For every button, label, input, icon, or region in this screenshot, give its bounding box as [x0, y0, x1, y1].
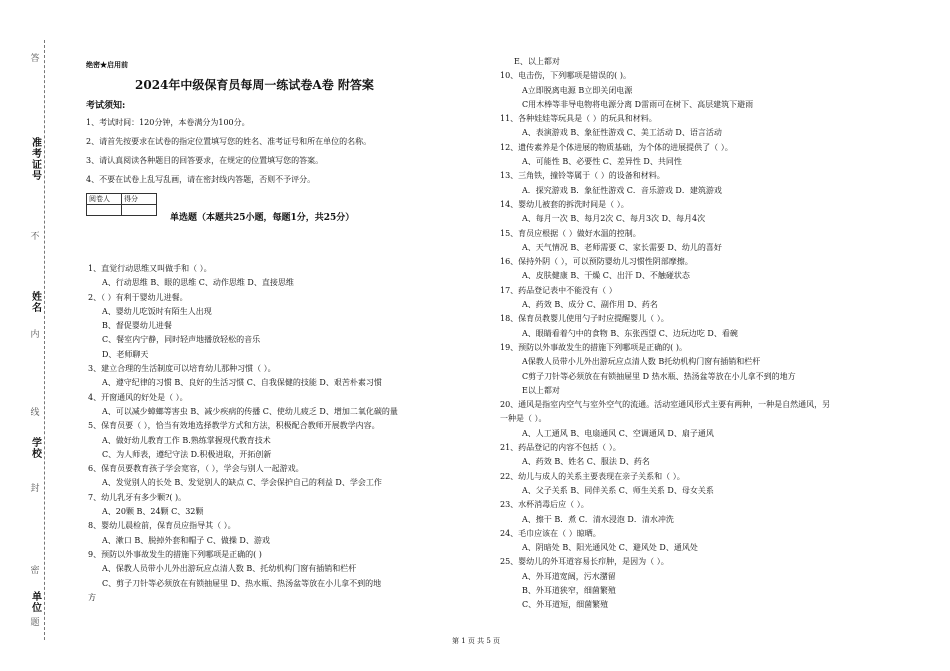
page-footer: 第 1 页 共 5 页: [452, 637, 501, 645]
question-line: 12、遗传素养是个体进展的物质基础，为个体的进展提供了（ ）。: [500, 142, 733, 152]
question-line: 11、各种娃娃等玩具是（ ）的玩具和材料。: [500, 114, 657, 124]
option-line: A、阴暗处 B、阳光通风处 C、避风处 D、通风处: [522, 543, 698, 553]
score-table-cell: 阅卷人: [87, 194, 122, 205]
option-line: A、药效 B、姓名 C、服法 D、药名: [522, 457, 650, 467]
notice-line: 3、请认真阅读各种题目的回答要求，在规定的位置填写您的答案。: [86, 156, 324, 165]
option-line: A、婴幼儿吃饭时有陌生人出现: [102, 306, 212, 316]
binding-mark: 不: [30, 232, 40, 242]
question-line: 6、保育员要教育孩子学会宽容，（ ），学会与别人一起游戏。: [88, 464, 304, 474]
notice-line: 2、请首先按要求在试卷的指定位置填写您的姓名、准考证号和所在单位的名称。: [86, 137, 372, 146]
option-line: A、可以减少蟑螂等害虫 B、减少疾病的传播 C、使幼儿疲乏 D、增加二氧化碳的量: [102, 406, 398, 416]
question-line: 24、毛巾应该在（ ）晾晒。: [500, 528, 601, 538]
question-line: 1、直觉行动思维又叫做手和（ ）。: [88, 264, 212, 273]
binding-mark: 题: [30, 618, 40, 628]
option-line: C、剪子刀针等必须放在有锁抽屉里 D、热水瓶、热汤盆等放在小儿拿不到的地: [102, 578, 382, 588]
question-line: 20、通风是指室内空气与室外空气的流通。活动室通风形式主要有两种，一种是自然通风，另: [500, 400, 831, 410]
option-line: A、20颗 B、24颗 C、32颗: [102, 507, 204, 517]
binding-mark: 答: [30, 54, 40, 64]
notice-heading: 考试须知:: [86, 101, 126, 111]
option-line: A、发觉别人的长处 B、发觉别人的缺点 C、学会保护自己的利益 D、学会工作: [102, 478, 382, 488]
option-line: A、每月一次 B、每月2次 C、每月3次 D、每月4次: [522, 214, 706, 224]
binding-mark: 线: [30, 408, 40, 418]
option-line: A、外耳道宽阔，污水潴留: [522, 571, 616, 581]
score-table-cell: 得分: [122, 194, 157, 205]
question-line: 一种是（ ）。: [500, 414, 547, 424]
binding-mark: 内: [30, 330, 40, 340]
option-line: C、餐室内宁静，同时轻声地播放轻松的音乐: [102, 335, 261, 345]
name-label: 姓名: [32, 292, 42, 314]
option-line: A、皮肤健康 B、干燥 C、出汗 D、不触碰状态: [522, 271, 690, 281]
question-line: 19、预防以外事故发生的措施下列哪项是正确的( )。: [500, 342, 687, 352]
section-heading: 单选题（本题共25小题，每题1分，共25分）: [170, 213, 355, 223]
option-line: C、外耳道短，细菌繁殖: [522, 600, 609, 610]
option-line: C剪子刀针等必须放在有锁抽屉里 D 热水瓶、热汤盆等放在小儿拿不到的地方: [522, 371, 796, 381]
option-line: A、擦干 B．煮 C．清水浸泡 D．清水冲洗: [522, 514, 674, 524]
score-table-cell: [122, 205, 157, 216]
question-line: 16、保持外阴（ ），可以预防婴幼儿习惯性阴部摩擦。: [500, 257, 693, 267]
notice-line: 4、不要在试卷上乱写乱画，请在密封线内答题，否则不予评分。: [86, 175, 316, 184]
admission-number-label: 准考证号: [32, 138, 42, 182]
question-line: 10、电击伤，下列哪项是错误的( )。: [500, 71, 631, 81]
option-line: A、做好幼儿教育工作 B.熟练掌握现代教育技术: [102, 435, 271, 445]
option-line: E、以上都对: [514, 57, 560, 66]
question-line: 17、药品登记表中不能没有（ ）: [500, 285, 617, 295]
option-line: A、保教人员带小儿外出游玩应点清人数 B、托幼机构门窗有插销和栏杆: [102, 564, 357, 574]
question-line: 2、（ ）有利于婴幼儿进餐。: [88, 292, 188, 302]
option-line: E以上都对: [522, 385, 560, 395]
option-line: C、为人师表，遵纪守法 D.积极进取，开拓创新: [102, 449, 272, 459]
left-question-column: [88, 262, 398, 605]
secret-tag: 绝密★启用前: [86, 60, 128, 69]
notice-line: 1、考试时间：120分钟，本卷满分为100分。: [86, 118, 250, 127]
score-table: [86, 193, 157, 216]
option-line: D、老师聊天: [102, 349, 149, 359]
unit-label: 单位: [32, 592, 42, 614]
option-line: A、眼睛看着勺中的食物 B、东张西望 C、边玩边吃 D、看碗: [522, 328, 738, 338]
option-line: B、外耳道狭窄，细菌繁殖: [522, 585, 616, 595]
question-line: 7、幼儿乳牙有多少颗?( )。: [88, 492, 187, 502]
question-line: 9、预防以外事故发生的措施下列哪项是正确的( ): [88, 549, 262, 559]
right-question-column: [500, 55, 830, 613]
question-line: 13、三角铁，撞铃等属于（ ）的设备和材料。: [500, 171, 665, 181]
school-label: 学校: [32, 438, 42, 460]
option-line: A、表演游戏 B、象征性游戏 C、美工活动 D、语言活动: [522, 128, 722, 138]
option-line: 方: [88, 592, 96, 602]
question-line: 18、保育员教婴儿使用勺子时应提醒婴儿（ ）。: [500, 314, 669, 324]
option-line: C用木棒等非导电物将电源分离 D雷雨可在树下、高层建筑下避雨: [522, 99, 754, 109]
question-line: 5、保育员要（ ），恰当有效地选择教学方式和方法，积极配合教师开展教学内容。: [88, 421, 380, 431]
question-line: 8、婴幼儿晨检前，保育员应指导其（ ）。: [88, 521, 236, 531]
seal-line: [44, 40, 45, 640]
page-title: 2024年中级保育员每周一练试卷A卷 附答案: [135, 78, 374, 92]
question-line: 15、育员应根据（ ）做好水温的控制。: [500, 228, 641, 238]
option-line: A、遵守纪律的习惯 B、良好的生活习惯 C、自我保健的技能 D、艰苦朴素习惯: [102, 378, 382, 388]
option-line: A、天气情况 B、老师需要 C、家长需要 D、幼儿的喜好: [522, 242, 722, 252]
option-line: A、行动思维 B、眼的思维 C、动作思维 D、直接思维: [102, 278, 294, 288]
option-line: A立即脱离电源 B立即关闭电源: [522, 85, 633, 95]
question-line: 22、幼儿与成人的关系主要表现在亲子关系和（ ）。: [500, 471, 685, 481]
question-line: 21、药品登记的内容不包括（ ）。: [500, 443, 621, 453]
option-line: A、药效 B、成分 C、副作用 D、药名: [522, 300, 658, 310]
score-table-cell: [87, 205, 122, 216]
binding-mark: 封: [30, 484, 40, 494]
question-line: 23、水杯消毒后应（ ）。: [500, 500, 589, 510]
option-line: A、人工通风 B、电扇通风 C、空调通风 D、扇子通风: [522, 428, 714, 438]
binding-mark: 密: [30, 566, 40, 576]
question-line: 4、开窗通风的好处是（ ）。: [88, 392, 188, 402]
question-line: 25、婴幼儿的外耳道容易长疖肿，是因为（ ）。: [500, 557, 669, 567]
question-line: 14、婴幼儿被套的拆洗时间是（ ）。: [500, 199, 629, 209]
option-line: A、漱口 B、脱掉外套和帽子 C、做操 D、游戏: [102, 535, 270, 545]
option-line: B、督促婴幼儿进餐: [102, 321, 172, 331]
option-line: A、可能性 B、必要性 C、差异性 D、共同性: [522, 157, 682, 167]
option-line: A．探究游戏 B．象征性游戏 C．音乐游戏 D．建筑游戏: [522, 185, 722, 195]
option-line: A、父子关系 B、同伴关系 C、师生关系 D、母女关系: [522, 485, 714, 495]
question-line: 3、建立合理的生活制度可以培育幼儿那种习惯（ ）。: [88, 364, 276, 374]
option-line: A保教人员带小儿外出游玩应点清人数 B托幼机构门窗有插销和栏杆: [522, 357, 761, 367]
